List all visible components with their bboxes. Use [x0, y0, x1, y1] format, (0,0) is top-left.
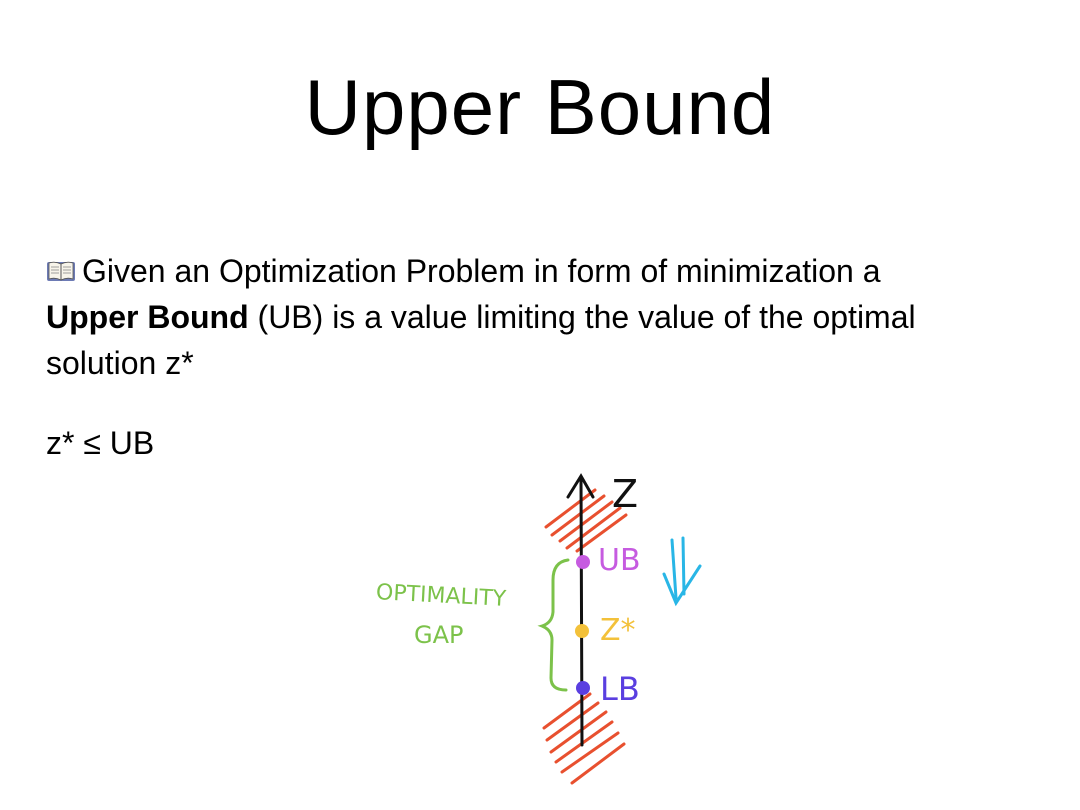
paragraph-bold-term: Upper Bound: [46, 299, 249, 335]
lb-point: [576, 681, 590, 695]
definition-paragraph: [46, 248, 1036, 386]
ub-point: [576, 555, 590, 569]
decrease-arrow-icon: [664, 538, 700, 603]
axis-label: Z: [612, 472, 639, 516]
paragraph-line-3: solution z*: [46, 345, 194, 381]
z-axis: [568, 476, 593, 745]
bound-formula: z* ≤ UB: [46, 425, 155, 461]
lower-hatch: [544, 694, 624, 783]
lb-label: LB: [600, 670, 640, 708]
upper-hatch: [546, 490, 626, 551]
gap-label-line-2: GAP: [414, 621, 464, 649]
paragraph-line-1: Given an Optimization Problem in form of minimization a: [82, 253, 881, 289]
gap-brace: [542, 560, 568, 690]
book-icon: [46, 249, 76, 273]
ub-label: UB: [598, 543, 641, 578]
paragraph-line-2: (UB) is a value limiting the value of the optimal: [248, 299, 916, 335]
slide-title: Upper Bound: [304, 63, 776, 151]
zstar-label: Z*: [600, 613, 636, 648]
zstar-point: [575, 624, 589, 638]
gap-label-line-1: OPTIMALITY: [375, 580, 507, 612]
